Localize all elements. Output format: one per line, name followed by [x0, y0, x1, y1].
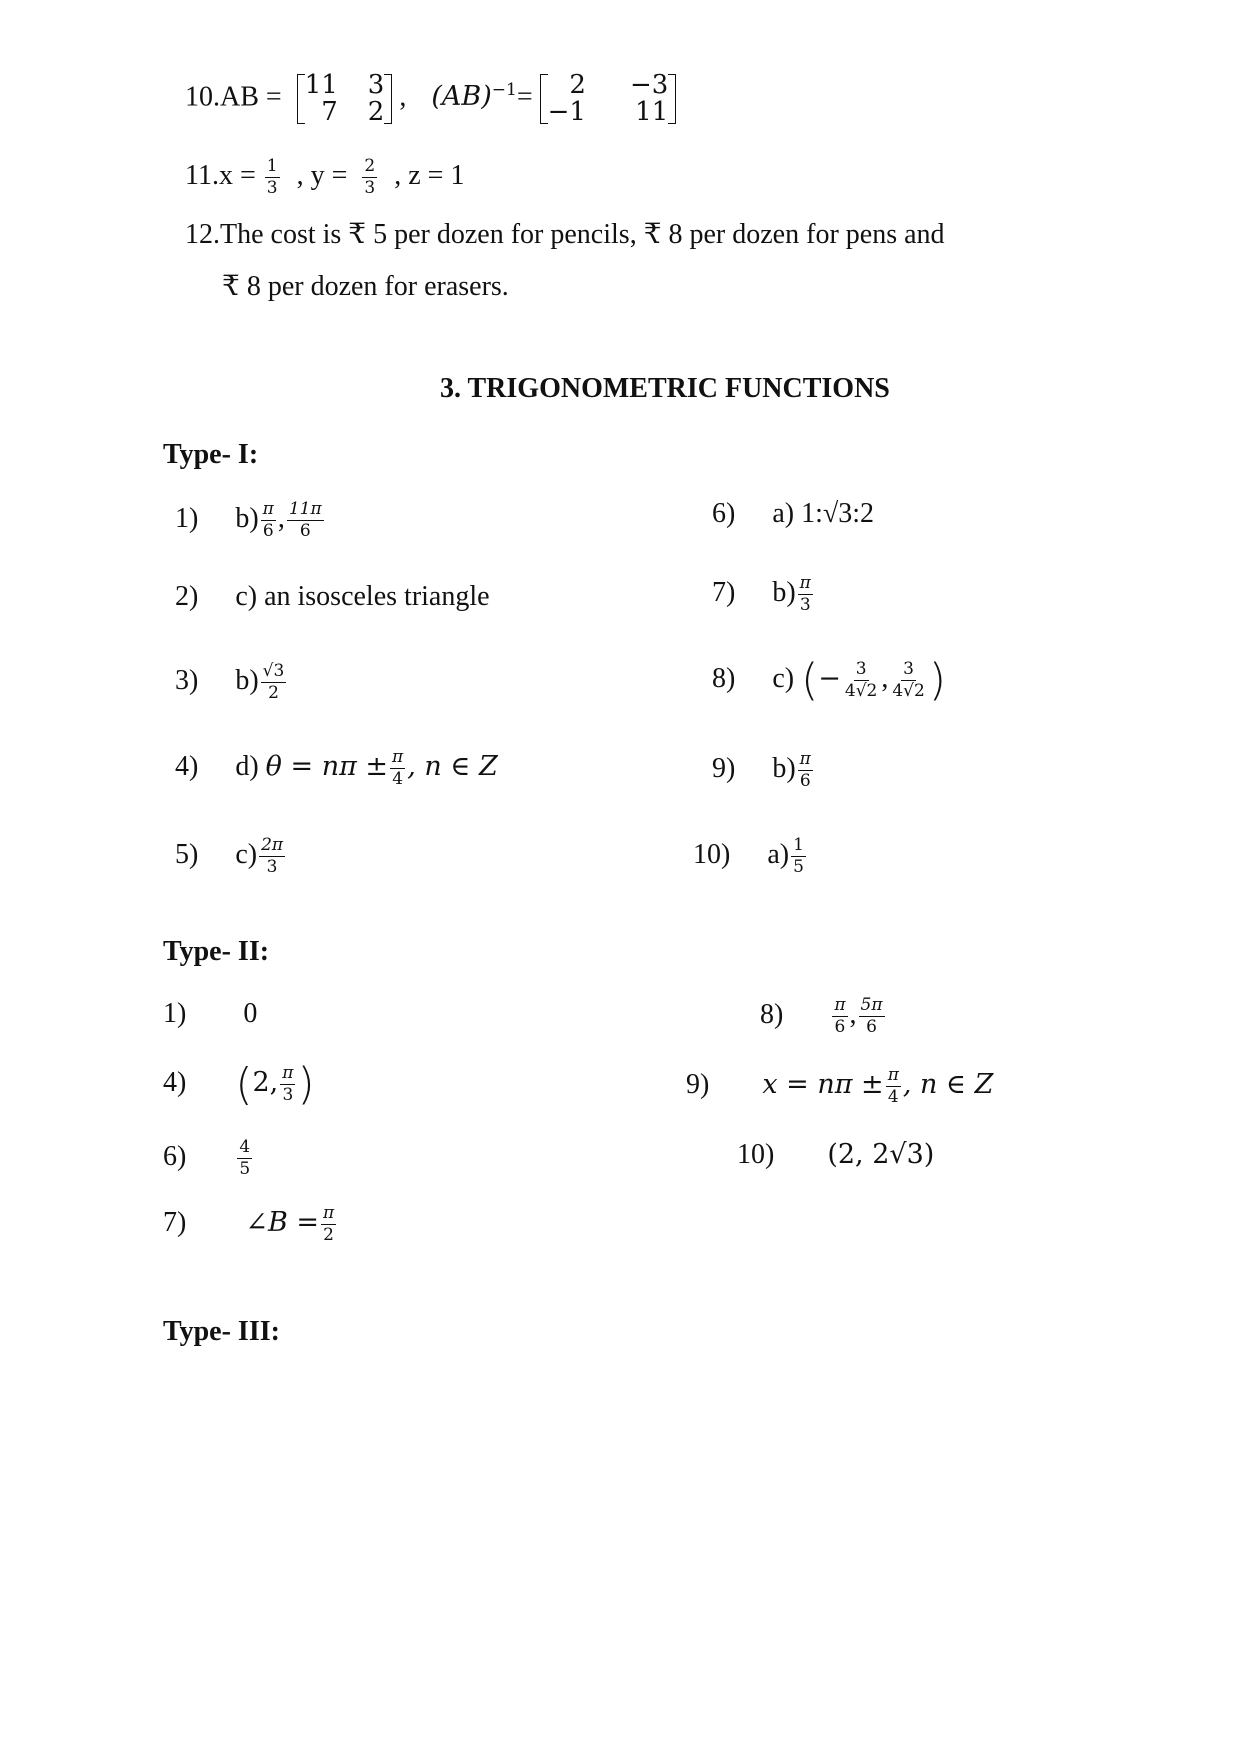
answer-11-y-label: , y = — [296, 159, 348, 191]
separator: , — [277, 502, 285, 534]
fraction — [390, 748, 405, 789]
fraction-num: π — [799, 573, 811, 593]
answer-10-matrix — [185, 72, 676, 126]
option-label: b) — [235, 502, 259, 534]
fraction-num: 1 — [266, 156, 278, 176]
type1-q6 — [712, 497, 874, 531]
type1-q7 — [712, 574, 815, 615]
equation-part: , n ∈ Z — [902, 1068, 994, 1100]
fraction — [259, 836, 285, 877]
equation-part: ∠B = — [245, 1206, 319, 1238]
question-number: 4) — [163, 1066, 187, 1098]
fraction — [237, 1138, 252, 1179]
question-number: 1) — [163, 998, 187, 1029]
fraction — [890, 660, 926, 701]
equation-part: x = nπ ± — [762, 1068, 884, 1100]
question-number: 8) — [760, 998, 784, 1030]
fraction-num: π — [392, 747, 404, 767]
fraction-den: 3 — [266, 857, 278, 877]
fraction-den: 4 — [392, 769, 404, 789]
question-number: 6) — [163, 1140, 187, 1172]
fraction-den: 3 — [266, 178, 278, 198]
fraction — [859, 996, 885, 1037]
type1-q9 — [712, 750, 815, 791]
answer-text: 0 — [243, 998, 258, 1029]
question-number: 7) — [163, 1206, 187, 1238]
question-number: 9) — [712, 752, 736, 784]
fraction-den: 3 — [364, 178, 376, 198]
question-number: 8) — [712, 662, 736, 694]
question-number: 7) — [712, 576, 736, 608]
matrix-ab-cell: 11 — [304, 70, 338, 100]
question-number: 4) — [175, 750, 199, 782]
answer-text: a) 1:√3:2 — [772, 498, 875, 529]
matrix-ab — [297, 72, 393, 126]
fraction-den: 4 — [887, 1087, 899, 1107]
fraction-num: π — [262, 499, 274, 519]
fraction-y — [362, 157, 377, 198]
fraction — [798, 574, 813, 615]
question-number: 10) — [693, 838, 731, 870]
matrix-inv-cell: 2 — [569, 70, 586, 100]
close-paren: ) — [928, 654, 946, 706]
fraction-num: 5π — [860, 995, 883, 1015]
open-paren: ( — [801, 654, 819, 706]
type1-q5 — [175, 836, 287, 877]
answer-12-line2: ₹ 8 per dozen for erasers. — [222, 271, 509, 302]
fraction — [886, 1066, 901, 1107]
type2-q8 — [760, 996, 887, 1037]
type1-q10 — [693, 836, 808, 877]
option-label: b) — [235, 664, 259, 696]
answer-11-label: 11.x = — [185, 159, 256, 191]
inverse-label-base: (AB) — [431, 81, 492, 113]
option-label: d) — [235, 750, 259, 782]
fraction-den: 6 — [834, 1017, 846, 1037]
fraction-num: 2π — [261, 835, 284, 855]
fraction — [798, 750, 813, 791]
option-label: b) — [772, 752, 796, 784]
type2-q7 — [163, 1204, 338, 1245]
fraction-den: 4√2 — [844, 681, 878, 701]
equation-part: , n ∈ Z — [407, 750, 498, 782]
matrix-inv-cell: 11 — [635, 97, 669, 127]
type3-heading: Type- III: — [163, 1316, 280, 1347]
option-label: c) — [772, 662, 795, 694]
fraction-num: 11π — [288, 499, 322, 519]
type2-q10 — [737, 1138, 934, 1172]
answer-10-label: 10.AB = — [185, 81, 282, 113]
open-paren: ( — [235, 1058, 253, 1110]
answer-10-comma: , — [399, 81, 407, 113]
matrix-inv-cell: −1 — [547, 97, 586, 127]
question-number: 1) — [175, 502, 199, 534]
section-title: 3. TRIGONOMETRIC FUNCTIONS — [440, 373, 890, 404]
separator: , — [881, 662, 889, 694]
fraction-den: 6 — [799, 771, 811, 791]
fraction-num: 4 — [239, 1137, 251, 1157]
fraction-num: 3 — [855, 659, 867, 679]
fraction — [843, 660, 879, 701]
question-number: 2) — [175, 581, 199, 612]
fraction-num: π — [799, 749, 811, 769]
fraction-den: 6 — [866, 1017, 877, 1037]
matrix-ab-cell: 7 — [321, 97, 338, 127]
type1-heading: Type- I: — [163, 439, 259, 470]
matrix-inv-cell: −3 — [629, 70, 669, 100]
fraction-num: 2 — [364, 156, 376, 176]
fraction-den: 6 — [262, 521, 274, 541]
type1-q3 — [175, 662, 288, 703]
fraction-x — [265, 157, 280, 198]
option-label: a) — [767, 838, 790, 870]
answer-11-z: , z = 1 — [394, 159, 465, 191]
fraction-den: 2 — [268, 683, 279, 703]
answer-text: c) an isosceles triangle — [235, 581, 490, 612]
fraction-num: π — [834, 995, 846, 1015]
type1-q2 — [175, 580, 490, 614]
type2-q1 — [163, 997, 257, 1031]
question-number: 9) — [686, 1068, 710, 1100]
fraction — [832, 996, 847, 1037]
fraction-den: 3 — [282, 1085, 294, 1105]
minus-sign: − — [818, 662, 841, 694]
fraction — [261, 662, 287, 703]
fraction — [287, 500, 324, 541]
answer-11 — [185, 157, 464, 198]
type2-q4 — [163, 1058, 315, 1110]
type2-q9 — [686, 1066, 993, 1107]
inverse-equals: = — [516, 81, 533, 113]
close-paren: ) — [297, 1058, 315, 1110]
fraction-num: π — [282, 1063, 294, 1083]
matrix-ab-inverse — [540, 72, 677, 126]
type1-q1 — [175, 500, 326, 541]
option-label: b) — [772, 576, 796, 608]
question-number: 5) — [175, 838, 199, 870]
fraction-num: √3 — [262, 661, 285, 681]
option-label: c) — [235, 838, 258, 870]
fraction — [261, 500, 276, 541]
fraction — [791, 836, 806, 877]
fraction — [280, 1064, 295, 1105]
fraction-den: 2 — [323, 1225, 334, 1245]
type1-q8 — [712, 654, 946, 706]
fraction-num: 1 — [793, 835, 804, 855]
separator: , — [849, 998, 857, 1030]
question-number: 10) — [737, 1139, 775, 1170]
fraction-den: 5 — [793, 857, 804, 877]
fraction-den: 4√2 — [892, 681, 925, 701]
type2-heading: Type- II: — [163, 936, 270, 967]
fraction-num: 3 — [903, 659, 914, 679]
fraction-den: 3 — [799, 595, 811, 615]
inverse-label — [431, 81, 516, 112]
fraction-den: 5 — [239, 1159, 251, 1179]
equation-part: 2, — [252, 1066, 279, 1098]
matrix-ab-cell: 2 — [367, 97, 385, 127]
fraction-num: π — [887, 1065, 899, 1085]
question-number: 6) — [712, 498, 736, 529]
fraction — [321, 1204, 336, 1245]
question-number: 3) — [175, 664, 199, 696]
type2-q6 — [163, 1138, 254, 1179]
type1-q4 — [175, 748, 498, 789]
answer-text: (2, 2√3) — [827, 1139, 935, 1170]
inverse-label-sup: −1 — [491, 80, 517, 101]
equation-part: θ = nπ ± — [265, 750, 389, 782]
fraction-num: π — [323, 1203, 335, 1223]
fraction-den: 6 — [299, 521, 311, 541]
matrix-ab-cell: 3 — [367, 70, 385, 100]
answer-12-line1: 12.The cost is ₹ 5 per dozen for pencils, ₹ 8 per dozen for pens and — [185, 219, 945, 250]
